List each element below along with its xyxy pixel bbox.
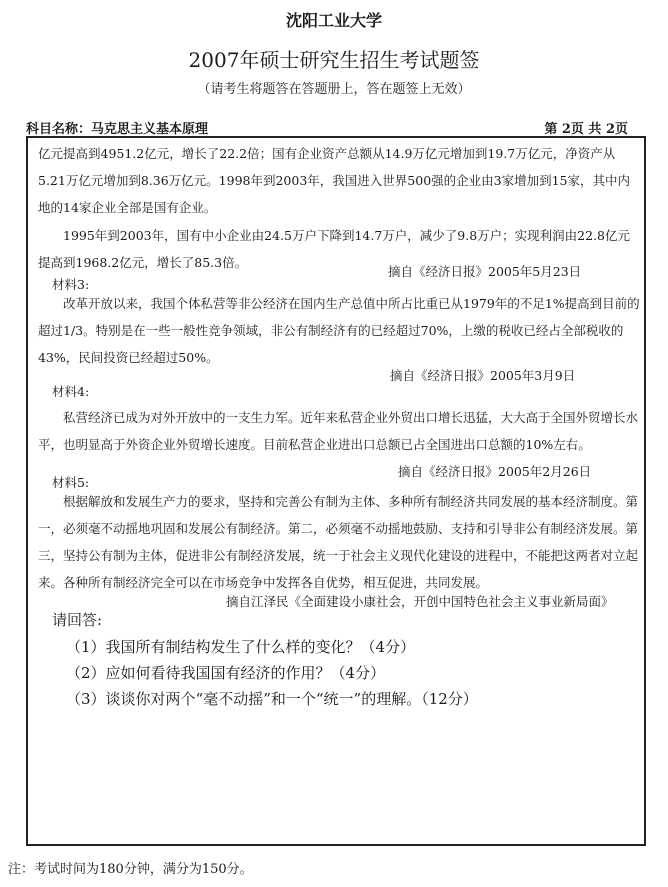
source-3: 摘自《经济日报》2005年2月26日 — [398, 464, 592, 479]
question-2: （2）应如何看待我国国有经济的作用？（4分） — [66, 664, 386, 682]
subject-row — [26, 118, 646, 136]
question-1: （1）我国所有制结构发生了什么样的变化？（4分） — [66, 638, 416, 656]
exam-notice: （请考生将题答在答题册上，答在题签上无效） — [197, 82, 471, 97]
source-2: 摘自《经济日报》2005年3月9日 — [390, 368, 576, 383]
university-name: 沈阳工业大学 — [285, 11, 382, 30]
subject-label: 科目名称：马克思主义基本原理 — [26, 122, 209, 137]
paragraph-2: 1995年到2003年，国有中小企业由24.5万户下降到14.7万户，减少了9.8万户；实现利润由22.8亿元提高到1968.2亿元，增长了85.3倍。 — [38, 228, 630, 270]
source-4: 摘自江泽民《全面建设小康社会，开创中国特色社会主义事业新局面》 — [226, 594, 614, 609]
material-3-label: 材料3: — [52, 277, 90, 292]
material-5-text: 根据解放和发展生产力的要求，坚持和完善公有制为主体、多种所有制经济共同发展的基本经济制度。第一，必须毫不动摇地巩固和发展公有制经济。第二，必须毫不动摇地鼓励、支持和引导非公有制经济发展。第三，坚持公有制为主体，促进非公有制经济发展，统一于社会主义现代化建设的进程中，不能把这两者对立起来。各种所有制经济完全可以在市场竞争中发挥各自优势，相互促进，共同发展。 — [38, 494, 639, 590]
page-indicator: 第 2页 共 2页 — [544, 122, 628, 137]
source-1: 摘自《经济日报》2005年5月23日 — [388, 264, 582, 279]
material-5-label: 材料5: — [52, 475, 90, 490]
exam-title: 2007年硕士研究生招生考试题签 — [188, 48, 480, 72]
material-4-label: 材料4: — [52, 384, 90, 399]
material-4-text: 私营经济已成为对外开放中的一支生力军。近年来私营企业外贸出口增长迅猛，大大高于全国外贸增长水平，也明显高于外资企业外贸增长速度。目前私营企业进出口总额已占全国进出口总额的10%左右。 — [38, 410, 639, 452]
footer-note: 注：考试时间为180分钟，满分为150分。 — [8, 862, 253, 877]
answer-prompt: 请回答: — [52, 611, 103, 629]
material-3-text: 改革开放以来，我国个体私营等非公经济在国内生产总值中所占比重已从1979年的不足1%提高到目前的超过1/3。特别是在一些一般性竞争领域，非公有制经济有的已经超过70%，上缴的税收已经占全部税收的43%，民间投资已经超过50%。 — [38, 296, 640, 365]
question-3: （3）谈谈你对两个“毫不动摇”和一个“统一”的理解。（12分） — [66, 690, 478, 708]
paragraph-1: 亿元提高到4951.2亿元，增长了22.2倍；国有企业资产总额从14.9万亿元增加到19.7万亿元，净资产从5.21万亿元增加到8.36万亿元。1998年到2003年，我国进入世界500强的企业由3家增加到15家，其中内地的14家企业全部是国有企业。 — [38, 146, 631, 215]
